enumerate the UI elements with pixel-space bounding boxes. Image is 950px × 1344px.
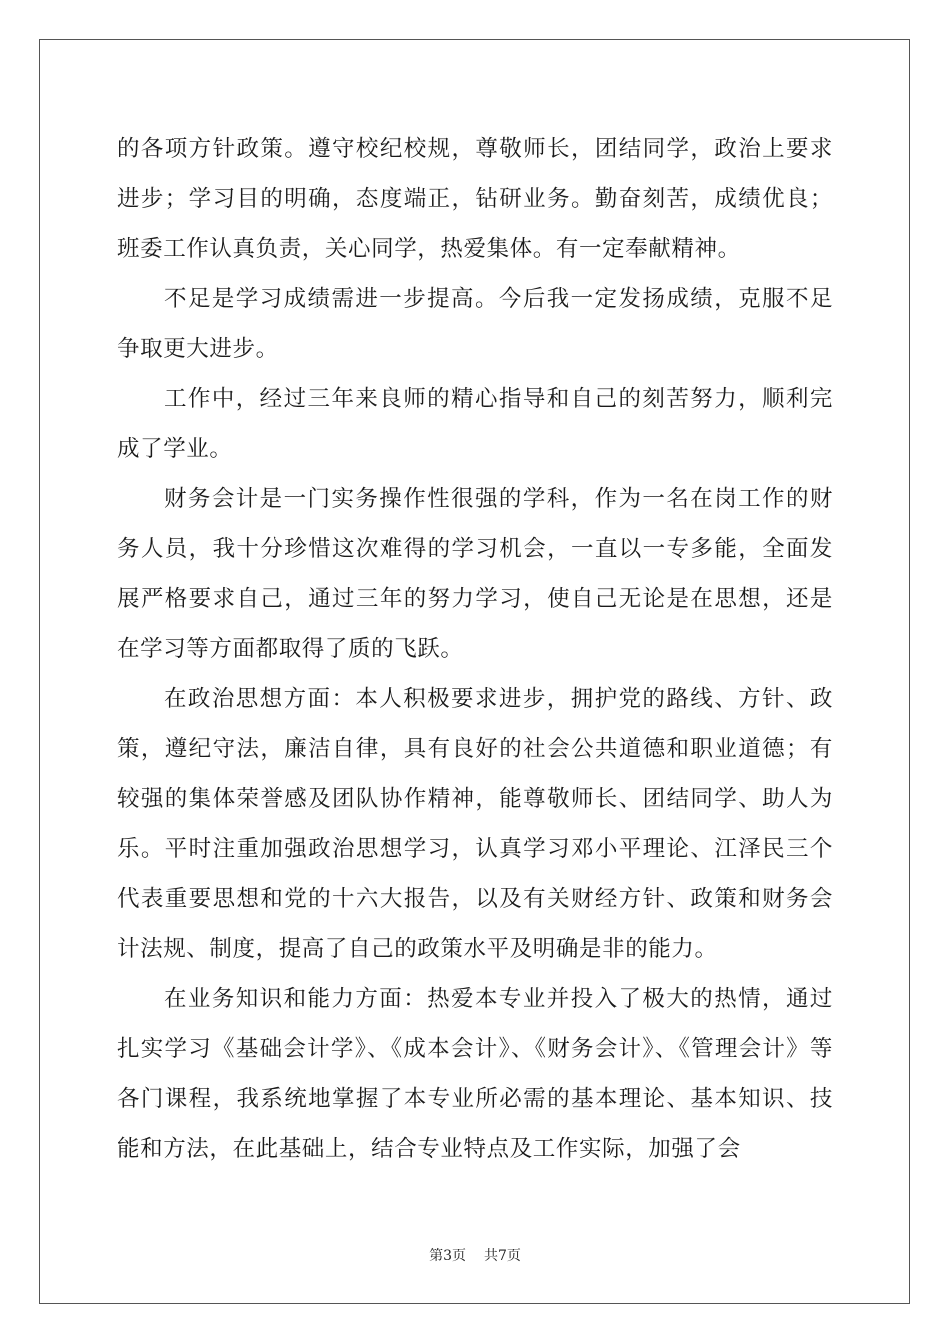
paragraph-shortcomings: 不足是学习成绩需进一步提高。今后我一定发扬成绩，克服不足争取更大进步。 bbox=[117, 286, 833, 362]
page-footer bbox=[0, 1245, 950, 1265]
page-number: 第3页 bbox=[429, 1248, 466, 1264]
page-total: 共7页 bbox=[484, 1248, 521, 1264]
paragraph-work-study: 工作中，经过三年来良师的精心指导和自己的刻苦努力，顺利完成了学业。 bbox=[117, 386, 833, 462]
paragraph-political-thought: 在政治思想方面：本人积极要求进步，拥护党的路线、方针、政策，遵纪守法，廉洁自律，具有良好的社会公共道德和职业道德；有较强的集体荣誉感及团队协作精神，能尊敬师长、团结同学、助人为乐。平时注重加强政治思想学习，认真学习邓小平理论、江泽民三个代表重要思想和党的十六大报告，以及有关财经方针、政策和财务会计法规、制度，提高了自己的政策水平及明确是非的能力。 bbox=[117, 686, 833, 962]
paragraph-professional-knowledge: 在业务知识和能力方面：热爱本专业并投入了极大的热情，通过扎实学习《基础会计学》、《成本会计》、《财务会计》、《管理会计》等各门课程，我系统地掌握了本专业所必需的基本理论、基本知识、技能和方法，在此基础上，结合专业特点及工作实际，加强了会 bbox=[117, 986, 833, 1162]
paragraph-continuation: 的各项方针政策。遵守校纪校规，尊敬师长，团结同学，政治上要求进步；学习目的明确，态度端正，钻研业务。勤奋刻苦，成绩优良；班委工作认真负责，关心同学，热爱集体。有一定奉献精神。 bbox=[117, 136, 833, 262]
document-body bbox=[117, 124, 833, 1174]
paragraph-financial-accounting: 财务会计是一门实务操作性很强的学科，作为一名在岗工作的财务人员，我十分珍惜这次难得的学习机会，一直以一专多能，全面发展严格要求自己，通过三年的努力学习，使自己无论是在思想，还是在学习等方面都取得了质的飞跃。 bbox=[117, 486, 833, 662]
